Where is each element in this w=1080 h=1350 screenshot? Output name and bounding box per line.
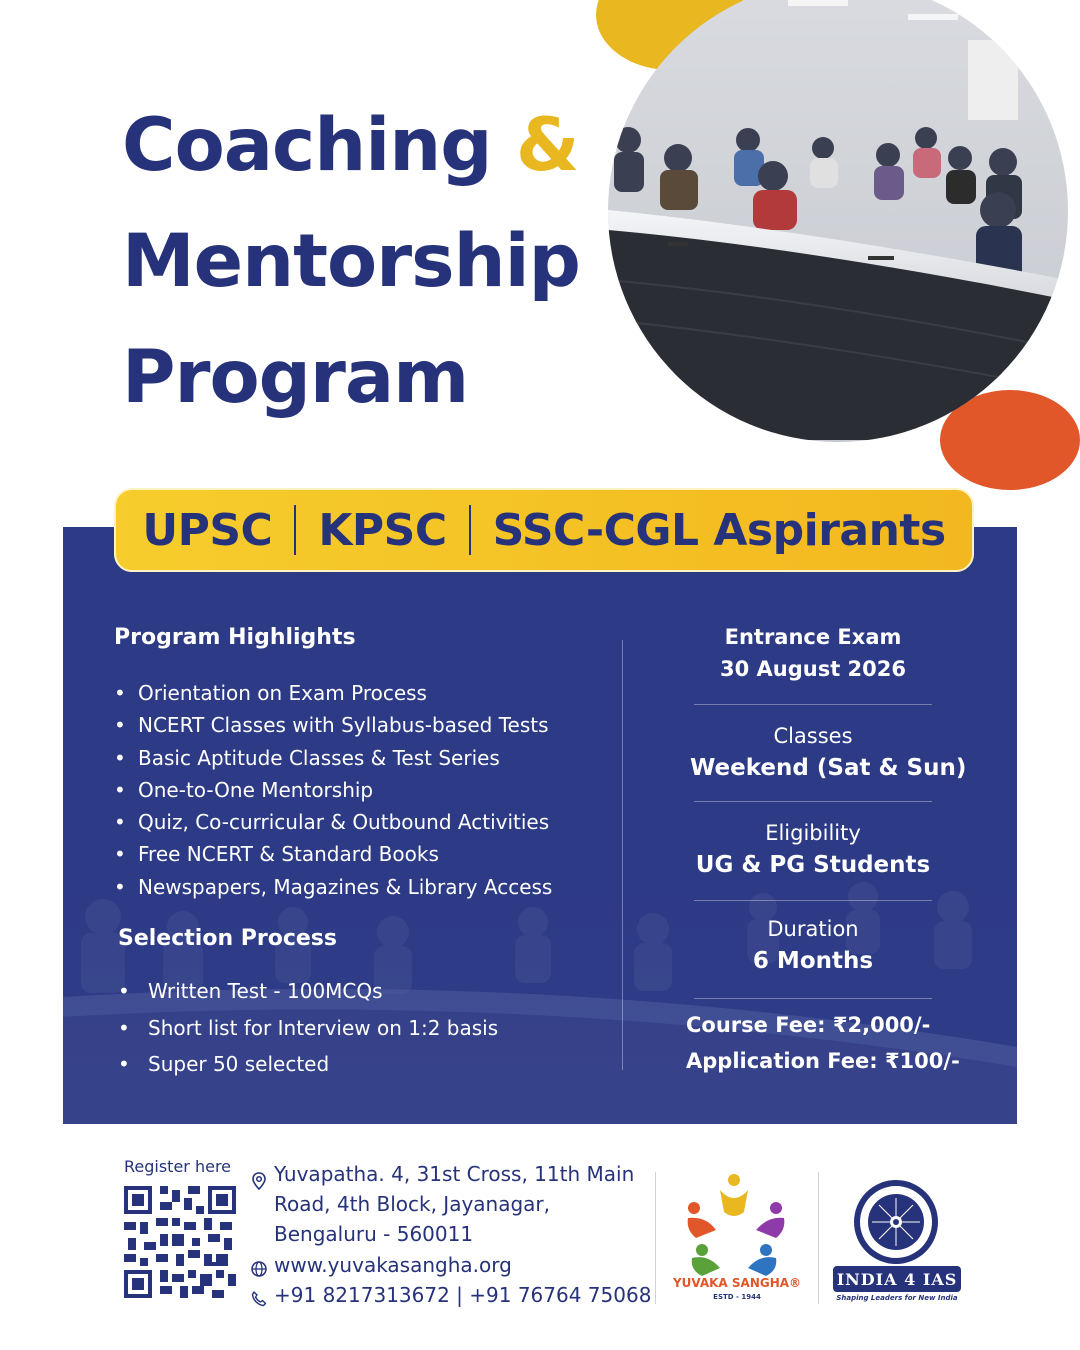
india4ias-tagline: Shaping Leaders for New India	[836, 1294, 958, 1302]
duration-label: Duration	[767, 917, 859, 941]
footer-divider	[818, 1172, 819, 1304]
address-line-2: Road, 4th Block, Jayanagar,	[274, 1192, 551, 1216]
entrance-exam-block	[690, 621, 936, 685]
globe-icon	[250, 1260, 268, 1278]
banner-ssc: SSC-CGL Aspirants	[492, 504, 946, 556]
banner-separator	[469, 505, 471, 555]
banner-kpsc: KPSC	[318, 504, 447, 556]
entrance-exam-label: Entrance Exam	[724, 625, 902, 649]
register-label: Register here	[124, 1157, 232, 1176]
banner-upsc: UPSC	[142, 504, 273, 556]
column-divider	[622, 640, 623, 1070]
info-divider	[694, 900, 932, 901]
phone-numbers[interactable]: +91 8217313672 | +91 76764 75068	[274, 1283, 652, 1307]
list-item: • Super 50 selected	[148, 1046, 498, 1083]
duration-block	[690, 913, 936, 977]
list-item: • One-to-One Mentorship	[138, 774, 552, 806]
address-line-1: Yuvapatha. 4, 31st Cross, 11th Main	[274, 1162, 635, 1186]
location-pin-icon	[250, 1171, 268, 1191]
title-line-1: Coaching &	[122, 103, 579, 188]
application-fee: Application Fee: ₹100/-	[686, 1049, 960, 1073]
title-line-3: Program	[122, 335, 469, 420]
classes-label: Classes	[773, 724, 853, 748]
india4ias-name: INDIA 4 IAS	[836, 1269, 958, 1289]
info-divider	[694, 998, 932, 999]
list-item: • Free NCERT & Standard Books	[138, 838, 552, 870]
title-line-2: Mentorship	[122, 219, 580, 304]
selection-list	[148, 973, 498, 1083]
list-item: • Orientation on Exam Process	[138, 677, 552, 709]
eligibility-value: UG & PG Students	[695, 852, 931, 878]
exam-banner	[114, 488, 974, 572]
banner-separator	[294, 505, 296, 555]
eligibility-block	[690, 817, 936, 881]
highlights-title: Program Highlights	[114, 625, 356, 650]
list-item: • Written Test - 100MCQs	[148, 973, 498, 1010]
list-item: • NCERT Classes with Syllabus-based Tests	[138, 709, 552, 741]
footer-divider	[655, 1172, 656, 1304]
register-qr-code[interactable]	[124, 1186, 236, 1298]
eligibility-label: Eligibility	[765, 821, 861, 845]
title-ampersand: &	[515, 103, 579, 188]
india4ias-badge	[833, 1266, 961, 1292]
info-divider	[694, 704, 932, 705]
course-fee: Course Fee: ₹2,000/-	[686, 1013, 931, 1037]
classes-block	[690, 720, 967, 784]
duration-value: 6 Months	[752, 948, 874, 974]
list-item: • Newspapers, Magazines & Library Access	[138, 871, 552, 903]
page-title	[122, 88, 622, 436]
info-divider	[694, 801, 932, 802]
classroom-photo	[608, 0, 1068, 442]
selection-title: Selection Process	[118, 926, 338, 951]
list-item: • Quiz, Co-curricular & Outbound Activities	[138, 806, 552, 838]
phone-icon	[250, 1290, 268, 1308]
yuvaka-sangha-name: YUVAKA SANGHA®	[672, 1276, 802, 1290]
list-item: • Short list for Interview on 1:2 basis	[148, 1010, 498, 1047]
list-item: • Basic Aptitude Classes & Test Series	[138, 742, 552, 774]
classes-value: Weekend (Sat & Sun)	[690, 755, 967, 781]
yuvaka-sangha-estd: ESTD - 1944	[713, 1293, 761, 1301]
address-line-3: Bengaluru - 560011	[274, 1222, 474, 1246]
entrance-exam-date: 30 August 2026	[719, 657, 907, 681]
website-link[interactable]: www.yuvakasangha.org	[274, 1253, 512, 1277]
highlights-list	[138, 677, 552, 903]
